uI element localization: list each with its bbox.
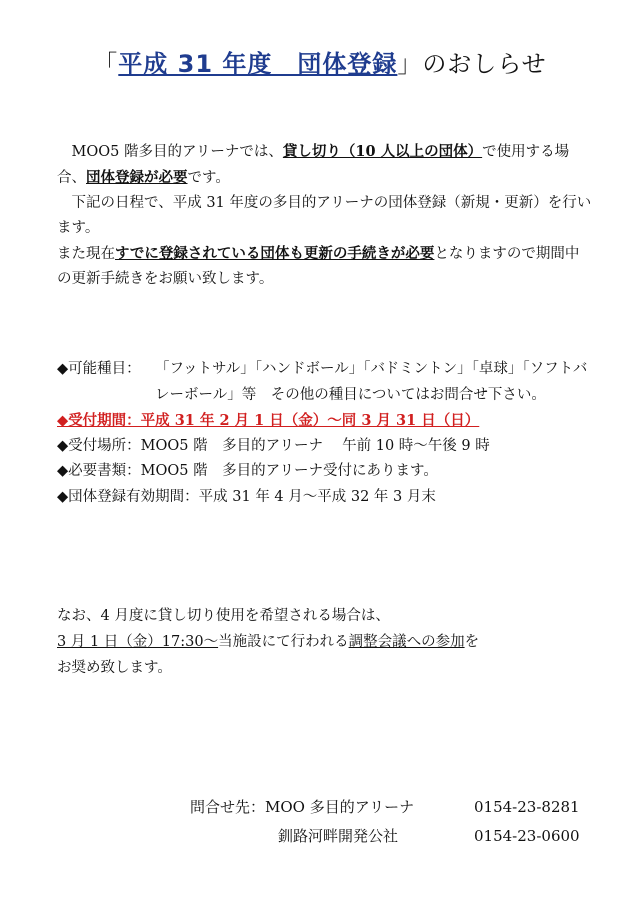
- contact-label-2: 釧路河畔開発公社: [278, 827, 399, 845]
- intro-text: MOO5 階多目的アリーナでは、: [57, 144, 283, 160]
- contact-row-1: [190, 793, 580, 822]
- intro-text: となりますので期間中の更新手続きをお願い致します。: [57, 246, 580, 287]
- intro-paragraph-3: [57, 241, 592, 292]
- meeting-emphasis: 調整会議への参加: [348, 634, 465, 650]
- note-line-3: お奨め致します。: [57, 660, 172, 676]
- note-line-2: [57, 629, 597, 655]
- title-close-bracket: 」: [397, 50, 423, 78]
- docs-row: ◆必要書類：MOO5 階 多目的アリーナ受付にあります。: [57, 463, 438, 479]
- contact-phone-2: 0154-23-0600: [474, 827, 580, 845]
- meeting-date: 3 月 1 日（金）17:30～: [57, 634, 219, 650]
- title-highlight: 平成 31 年度 団体登録: [118, 50, 398, 78]
- validity-row: ◆団体登録有効期間：平成 31 年 4 月～平成 32 年 3 月末: [57, 488, 436, 505]
- note-text: を: [464, 634, 480, 650]
- intro-section: [57, 139, 592, 292]
- place-row: ◆受付場所：MOO5 階 多目的アリーナ 午前 10 時～午後 9 時: [57, 437, 490, 454]
- note-section: [57, 603, 597, 681]
- intro-paragraph-1: [57, 139, 592, 191]
- renewal-emphasis: すでに登録されている団体も更新の手続きが必要: [115, 245, 435, 262]
- types-value: 「フットサル」「ハンドボール」「バドミントン」「卓球」「ソフトバレーボール」等 その他の種目についてはお問合せ下さい。: [155, 361, 588, 403]
- details-list: [57, 357, 597, 510]
- note-line-1: なお、4 月度に貸し切り使用を希望される場合は、: [57, 608, 390, 624]
- contact-block: [190, 793, 580, 851]
- contact-row-2: [190, 822, 580, 851]
- note-text: 当施設にて行われる: [218, 634, 349, 650]
- intro-paragraph-2: 下記の日程で、平成 31 年度の多目的アリーナの団体登録（新規・更新）を行います。: [57, 195, 592, 236]
- intro-text: で使用する場合、: [57, 144, 570, 186]
- contact-phone-1: 0154-23-8281: [474, 798, 580, 816]
- page-title: [0, 44, 640, 79]
- contact-label-1: 問合せ先：MOO 多目的アリーナ: [190, 798, 415, 816]
- rental-emphasis: 貸し切り（10 人以上の団体）: [282, 143, 483, 160]
- title-open-bracket: 「: [93, 50, 119, 78]
- intro-text: です。: [187, 170, 230, 186]
- types-label: ◆可能種目：: [57, 361, 141, 377]
- intro-text: また現在: [57, 246, 115, 262]
- registration-required-emphasis: 団体登録が必要: [86, 169, 188, 186]
- title-suffix: のおしらせ: [422, 50, 547, 78]
- period-row: ◆受付期間：平成 31 年 2 月 1 日（金）～同 3 月 31 日（日）: [57, 412, 480, 429]
